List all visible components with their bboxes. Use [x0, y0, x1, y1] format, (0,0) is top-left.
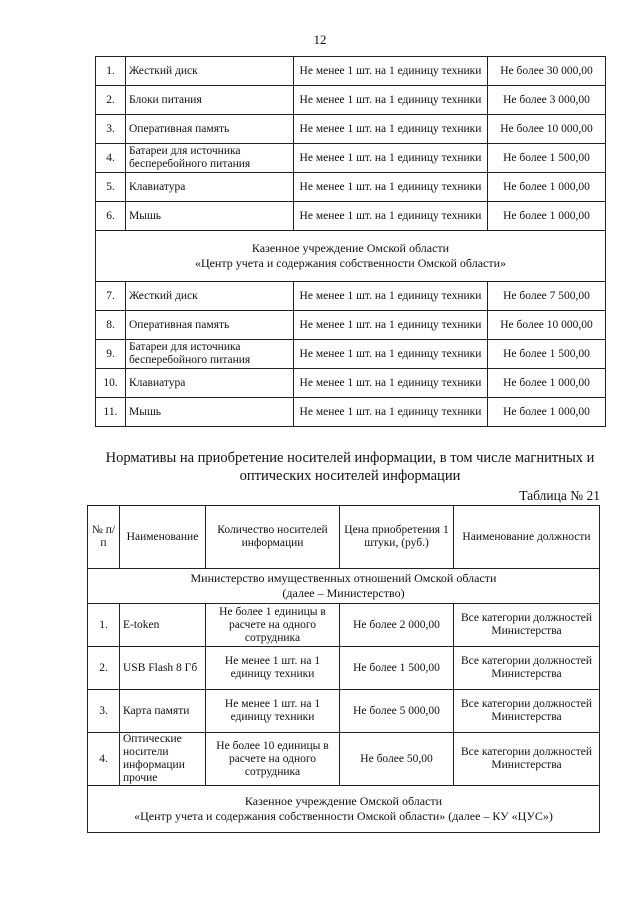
- row-number: 3.: [88, 690, 120, 733]
- row-number: 1.: [96, 57, 126, 86]
- item-price: Не более 10 000,00: [488, 311, 606, 340]
- item-price: Не более 5 000,00: [340, 690, 454, 733]
- computer-parts-table: [95, 56, 606, 427]
- header-position: Наименование должности: [454, 506, 600, 569]
- item-name: Мышь: [126, 398, 294, 427]
- table-row: [96, 311, 606, 340]
- row-number: 6.: [96, 202, 126, 231]
- item-quantity: Не менее 1 шт. на 1 единицу техники: [294, 86, 488, 115]
- item-name: Батареи для источника бесперебойного питания: [126, 144, 294, 173]
- item-quantity: Не менее 1 шт. на 1 единицу техники: [294, 369, 488, 398]
- table-row: [96, 173, 606, 202]
- table-row: [96, 369, 606, 398]
- item-name: Оптические носители информации прочие: [120, 733, 206, 786]
- item-quantity: Не менее 1 шт. на 1 единицу техники: [294, 398, 488, 427]
- table-row: [96, 202, 606, 231]
- item-quantity: Не менее 1 шт. на 1 единицу техники: [294, 282, 488, 311]
- row-number: 4.: [88, 733, 120, 786]
- table-row: [96, 115, 606, 144]
- table-row: [88, 733, 600, 786]
- item-price: Не более 1 000,00: [488, 398, 606, 427]
- item-price: Не более 1 000,00: [488, 173, 606, 202]
- organization-line-2: «Центр учета и содержания собственности Омской области» (далее – КУ «ЦУС»): [134, 809, 553, 823]
- item-price: Не более 1 000,00: [488, 369, 606, 398]
- item-price: Не более 30 000,00: [488, 57, 606, 86]
- organization-line-2: (далее – Министерство): [282, 586, 405, 600]
- row-number: 3.: [96, 115, 126, 144]
- item-name: Оперативная память: [126, 311, 294, 340]
- item-quantity: Не менее 1 шт. на 1 единицу техники: [294, 57, 488, 86]
- item-quantity: Не менее 1 шт. на 1 единицу техники: [294, 340, 488, 369]
- table-number-label: Таблица № 21: [519, 488, 600, 503]
- organization-line-1: Казенное учреждение Омской области: [244, 794, 443, 808]
- item-price: Не более 2 000,00: [340, 604, 454, 647]
- row-number: 11.: [96, 398, 126, 427]
- row-number: 5.: [96, 173, 126, 202]
- organization-row: [96, 231, 606, 282]
- item-quantity: Не менее 1 шт. на 1 единицу техники: [294, 173, 488, 202]
- item-name: Жесткий диск: [126, 57, 294, 86]
- table-row: [96, 398, 606, 427]
- item-price: Не более 1 500,00: [488, 340, 606, 369]
- table-row: [88, 604, 600, 647]
- header-number: № п/п: [88, 506, 120, 569]
- item-name: Блоки питания: [126, 86, 294, 115]
- item-name: Мышь: [126, 202, 294, 231]
- header-name: Наименование: [120, 506, 206, 569]
- header-quantity: Количество носителей информации: [206, 506, 340, 569]
- section-heading: Нормативы на приобретение носителей информации, в том числе магнитных и оптических носителей информации: [105, 450, 595, 484]
- table-header-row: [88, 506, 600, 569]
- item-price: Не более 3 000,00: [488, 86, 606, 115]
- header-price: Цена приобретения 1 штуки, (руб.): [340, 506, 454, 569]
- table-row: [96, 340, 606, 369]
- table-row: [88, 647, 600, 690]
- table-row: [96, 57, 606, 86]
- item-price: Не более 1 500,00: [340, 647, 454, 690]
- item-name: Оперативная память: [126, 115, 294, 144]
- row-number: 9.: [96, 340, 126, 369]
- row-number: 2.: [96, 86, 126, 115]
- item-quantity: Не менее 1 шт. на 1 единицу техники: [294, 144, 488, 173]
- item-name: Клавиатура: [126, 369, 294, 398]
- item-quantity: Не менее 1 шт. на 1 единицу техники: [206, 647, 340, 690]
- item-name: Жесткий диск: [126, 282, 294, 311]
- item-quantity: Не менее 1 шт. на 1 единицу техники: [294, 115, 488, 144]
- row-number: 10.: [96, 369, 126, 398]
- page-number: 12: [313, 32, 327, 47]
- organization-cell: [96, 231, 606, 282]
- item-price: Не более 1 000,00: [488, 202, 606, 231]
- table-row: [96, 86, 606, 115]
- item-position: Все категории должностей Министерства: [454, 733, 600, 786]
- organization-row: [88, 569, 600, 604]
- item-name: Батареи для источника бесперебойного питания: [126, 340, 294, 369]
- item-position: Все категории должностей Министерства: [454, 690, 600, 733]
- item-price: Не более 7 500,00: [488, 282, 606, 311]
- table-row: [96, 144, 606, 173]
- item-quantity: Не менее 1 шт. на 1 единицу техники: [294, 311, 488, 340]
- storage-media-table: [87, 505, 600, 833]
- organization-line-1: Казенное учреждение Омской области: [251, 241, 450, 255]
- item-price: Не более 1 500,00: [488, 144, 606, 173]
- organization-line-1: Министерство имущественных отношений Омской области: [190, 571, 497, 585]
- item-name: Карта памяти: [120, 690, 206, 733]
- item-price: Не более 10 000,00: [488, 115, 606, 144]
- item-quantity: Не более 10 единицы в расчете на одного сотрудника: [206, 733, 340, 786]
- item-name: Клавиатура: [126, 173, 294, 202]
- item-name: E-token: [120, 604, 206, 647]
- table-row: [88, 690, 600, 733]
- row-number: 4.: [96, 144, 126, 173]
- item-price: Не более 50,00: [340, 733, 454, 786]
- item-quantity: Не более 1 единицы в расчете на одного сотрудника: [206, 604, 340, 647]
- item-quantity: Не менее 1 шт. на 1 единицу техники: [206, 690, 340, 733]
- item-quantity: Не менее 1 шт. на 1 единицу техники: [294, 202, 488, 231]
- organization-cell: [88, 569, 600, 604]
- row-number: 8.: [96, 311, 126, 340]
- organization-cell: [88, 786, 600, 833]
- item-position: Все категории должностей Министерства: [454, 604, 600, 647]
- row-number: 2.: [88, 647, 120, 690]
- item-name: USB Flash 8 Гб: [120, 647, 206, 690]
- item-position: Все категории должностей Министерства: [454, 647, 600, 690]
- table-row: [96, 282, 606, 311]
- organization-line-2: «Центр учета и содержания собственности Омской области»: [194, 256, 507, 270]
- organization-row: [88, 786, 600, 833]
- row-number: 1.: [88, 604, 120, 647]
- row-number: 7.: [96, 282, 126, 311]
